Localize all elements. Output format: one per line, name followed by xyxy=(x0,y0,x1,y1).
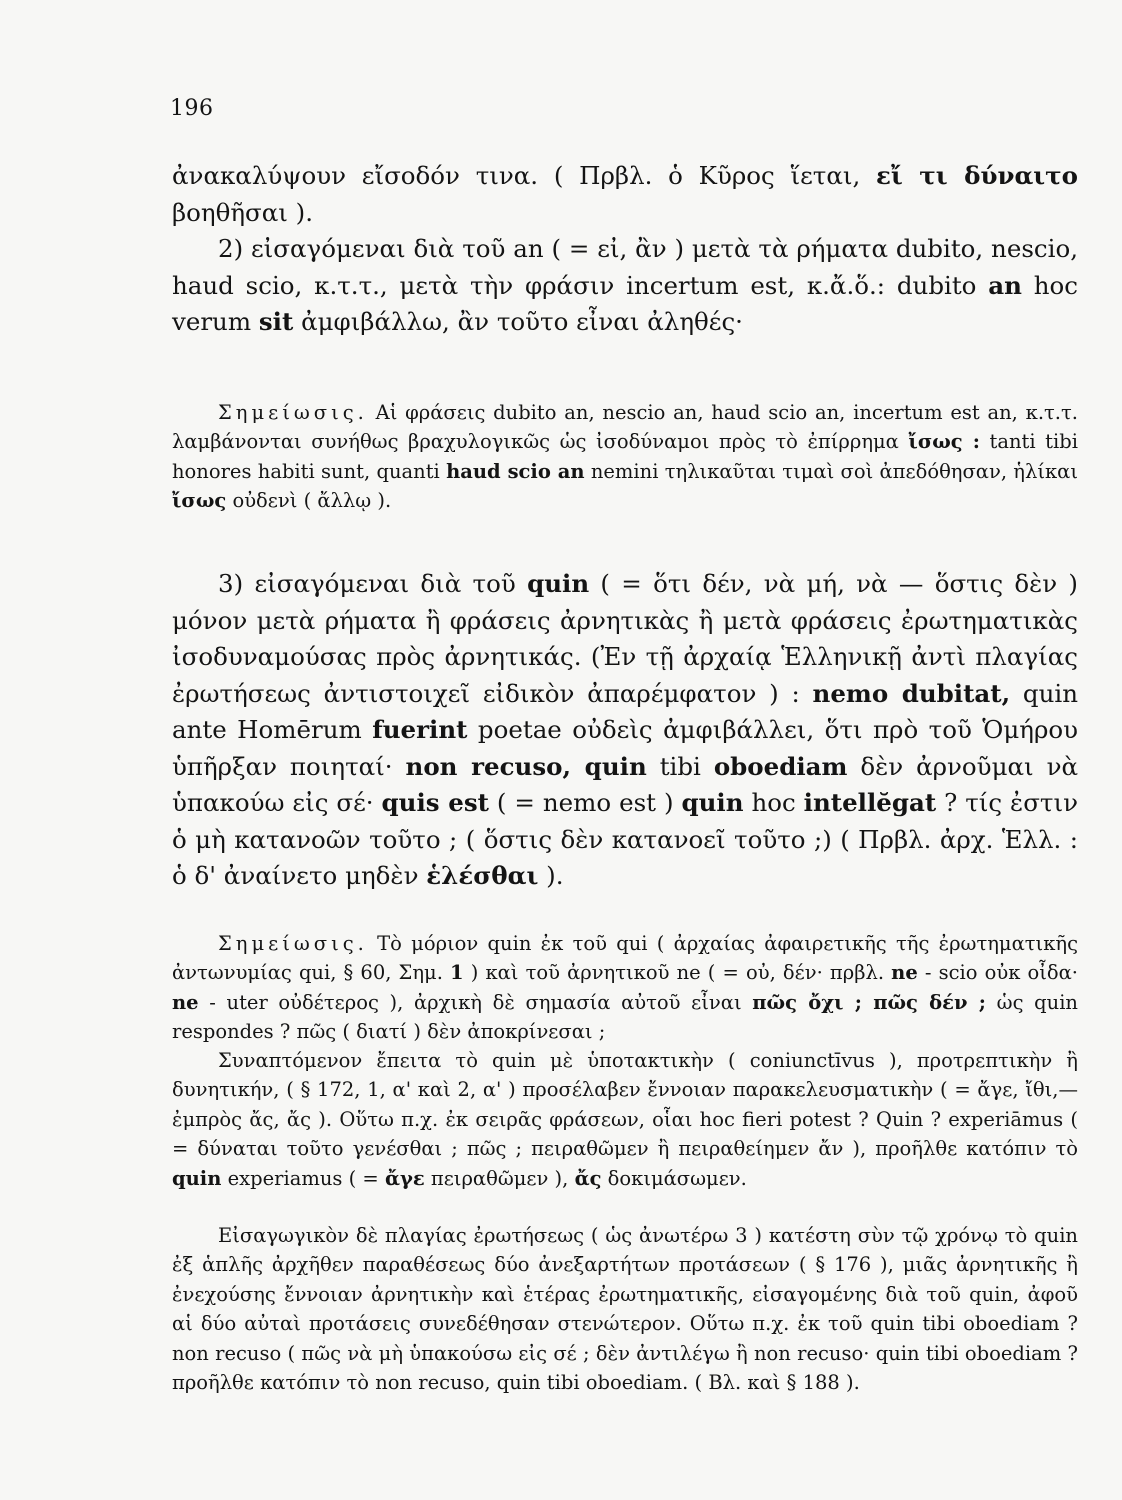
note-3 xyxy=(172,1046,1078,1193)
text-run: - scio οὐκ οἶδα· xyxy=(917,961,1079,985)
note-label: Σημείωσις. xyxy=(218,932,368,955)
text-run: tanti tibi honores habiti sunt, quanti xyxy=(172,430,1078,483)
bold-term: πῶς ὄχι ; πῶς δέν ; xyxy=(752,990,987,1014)
bold-term: oboediam xyxy=(713,751,848,781)
text-run: hoc xyxy=(743,788,804,817)
bold-term: ἄγε xyxy=(384,1166,425,1190)
bold-term: ne xyxy=(172,990,199,1014)
bold-term: ἴσως xyxy=(172,489,227,513)
text-run: ἀνακαλύψουν εἴσοδόν τινα. ( Πρβλ. ὁ Κῦρος ἵεται, xyxy=(172,161,877,190)
bold-term: sit xyxy=(258,307,294,336)
bold-term: nemo dubitat, xyxy=(812,678,1011,708)
bold-term: intellĕgat xyxy=(803,788,937,817)
text-run: tibi xyxy=(646,751,714,781)
text-run: ( = ὅτι δέν, νὰ μή, νὰ — ὅστις δὲν ) μόνον μετὰ ρήματα ἢ φράσεις ἀρνητικὰς ἢ μετὰ φράσεις ἐρωτηματικὰς ἰσοδυναμούσας πρὸς ἀρνητικάς. (Ἐν τῇ ἀρχαίᾳ Ἑλληνικῇ ἀντὶ πλαγίας ἐρωτήσεως ἀντιστοιχεῖ εἰδικὸν ἀπαρέμφατον ) : xyxy=(172,569,1078,708)
bold-term: ἄς xyxy=(574,1166,602,1190)
text-run: hoc verum xyxy=(172,270,1078,336)
note-4: Εἰσαγωγικὸν δὲ πλαγίας ἐρωτήσεως ( ὡς ἀνωτέρω 3 ) κατέστη σὺν τῷ χρόνῳ τὸ quin ἐξ ἁπλῆς ἀρχῆθεν παραθέσεως δύο ἀνεξαρτήτων προτάσεων ( § 176 ), μιᾶς ἀρνητικῆς ἢ ἐνεχούσης ἔννοιαν ἀρνητικὴν καὶ ἑτέρας ἐρωτηματικῆς, εἰσαγομένης διὰ τοῦ quin, ἀφοῦ αἱ δύο αὐταὶ προτάσεις συνεδέθησαν στενώτερον. Οὕτω π.χ. ἐκ τοῦ quin tibi oboediam ? non recuso ( πῶς νὰ μὴ ὑπακούσω εἰς σέ ; δὲν ἀντιλέγω ἢ non recuso· quin tibi oboediam ? προῆλθε κατόπιν τὸ non recuso, quin tibi oboediam. ( Βλ. καὶ § 188 ). xyxy=(172,1224,1078,1395)
text-run: nemini τηλικαῦται τιμαὶ σοὶ ἀπεδόθησαν, ἡλίκαι xyxy=(584,459,1078,483)
paragraph-2-an-clauses xyxy=(172,231,1078,341)
note-label: Σημείωσις. xyxy=(218,401,368,424)
note-1 xyxy=(172,398,1078,516)
bold-term: ne xyxy=(891,961,918,985)
text-run: οὐδενὶ ( ἄλλῳ ). xyxy=(226,489,392,513)
bold-term: non recuso, quin xyxy=(405,751,647,781)
bold-term: quin xyxy=(527,569,590,598)
text-run: πειραθῶμεν ), xyxy=(424,1166,575,1190)
bold-term: quis est xyxy=(381,788,489,817)
bold-term: quin xyxy=(172,1166,222,1190)
text-run: experiamus ( = xyxy=(221,1166,385,1190)
bold-term: 1 xyxy=(450,961,464,985)
text-run: ὡς quin respondes ? πῶς ( διατί ) δὲν ἀποκρίνεσαι ; xyxy=(172,990,1078,1044)
text-run: ἀμφιβάλλω, ἂν τοῦτο εἶναι ἀληθές· xyxy=(293,307,743,336)
text-run: - uter οὐδέτερος ), ἀρχικὴ δὲ σημασία αὐτοῦ εἶναι xyxy=(198,990,753,1014)
text-run: Τὸ μόριον quin ἐκ τοῦ qui ( ἀρχαίας ἀφαιρετικῆς τῆς ἐρωτηματικῆς ἀντωνυμίας qui, § 60, Σημ. xyxy=(172,932,1078,985)
text-run: ) καὶ τοῦ ἀρνητικοῦ ne ( = οὐ, δέν· πρβλ. xyxy=(463,961,892,985)
text-run: ( = nemo est ) xyxy=(488,788,682,817)
text-run: βοηθῆσαι ). xyxy=(172,197,314,227)
paragraph-3-quin-clauses xyxy=(172,566,1078,895)
text-run: poetae οὐδεὶς ἀμφιβάλλει, ὅτι πρὸ τοῦ Ὁμήρου ὑπῆρξαν ποιηταί· xyxy=(172,715,1078,781)
text-run: ? τίς ἐστιν ὁ μὴ κατανοῶν τοῦτο ; ( ὅστις δὲν κατανοεῖ τοῦτο ;) ( Πρβλ. ἀρχ. Ἑλλ. : ὁ δ' ἀναίνετο μηδὲν xyxy=(172,788,1078,890)
text-run: quin ante Homērum xyxy=(172,678,1079,744)
text-run: 2) εἰσαγόμεναι διὰ τοῦ an ( = εἰ, ἂν ) μετὰ τὰ ρήματα dubito, nescio, haud scio, κ.τ.τ., μετὰ τὴν φράσιν incertum est, κ.ἄ.ὅ.: dubito xyxy=(172,234,1078,300)
bold-term: quin xyxy=(681,788,744,817)
text-run: Αἱ φράσεις dubito an, nescio an, haud scio an, incertum est an, κ.τ.τ. λαμβάνονται συνήθως βραχυλογικῶς ὡς ἰσοδύναμοι πρὸς τὸ ἐπίρρημα xyxy=(172,401,1078,454)
text-run: Συναπτόμενον ἔπειτα τὸ quin μὲ ὑποτακτικὴν ( coniunctīvus ), προτρεπτικὴν ἢ δυνητικήν, ( § 172, 1, α' καὶ 2, α' ) προσέλαβεν ἔννοιαν παρακελευσματικὴν ( = ἄγε, ἴθι,— ἐμπρὸς ἄς, ἄς ). Οὕτω π.χ. ἐκ σειρᾶς φράσεων, οἷαι hoc fieri potest ? Quin ? experiāmus ( = δύναται τοῦτο γενέσθαι ; πῶς ; πειραθῶμεν ἢ πειραθείημεν ἄν ), προῆλθε κατόπιν τὸ xyxy=(172,1049,1078,1161)
text-run: δὲν ἀρνοῦμαι νὰ ὑπακούω εἰς σέ· xyxy=(172,751,1079,817)
note-2 xyxy=(172,929,1078,1047)
paragraph-1-continuation xyxy=(172,158,1078,231)
bold-term: ἑλέσθαι xyxy=(426,861,539,890)
page-number: 196 xyxy=(170,96,214,121)
bold-term: ἴσως : xyxy=(908,430,980,454)
text-run: δοκιμάσωμεν. xyxy=(601,1166,747,1190)
bold-term: εἴ τι δύναιτο xyxy=(876,161,1078,190)
bold-term: fuerint xyxy=(372,715,468,744)
bold-term: an xyxy=(988,270,1022,300)
bold-term: haud scio an xyxy=(446,459,585,483)
text-run: ). xyxy=(538,861,564,890)
text-run: 3) εἰσαγόμεναι διὰ τοῦ xyxy=(218,569,528,598)
